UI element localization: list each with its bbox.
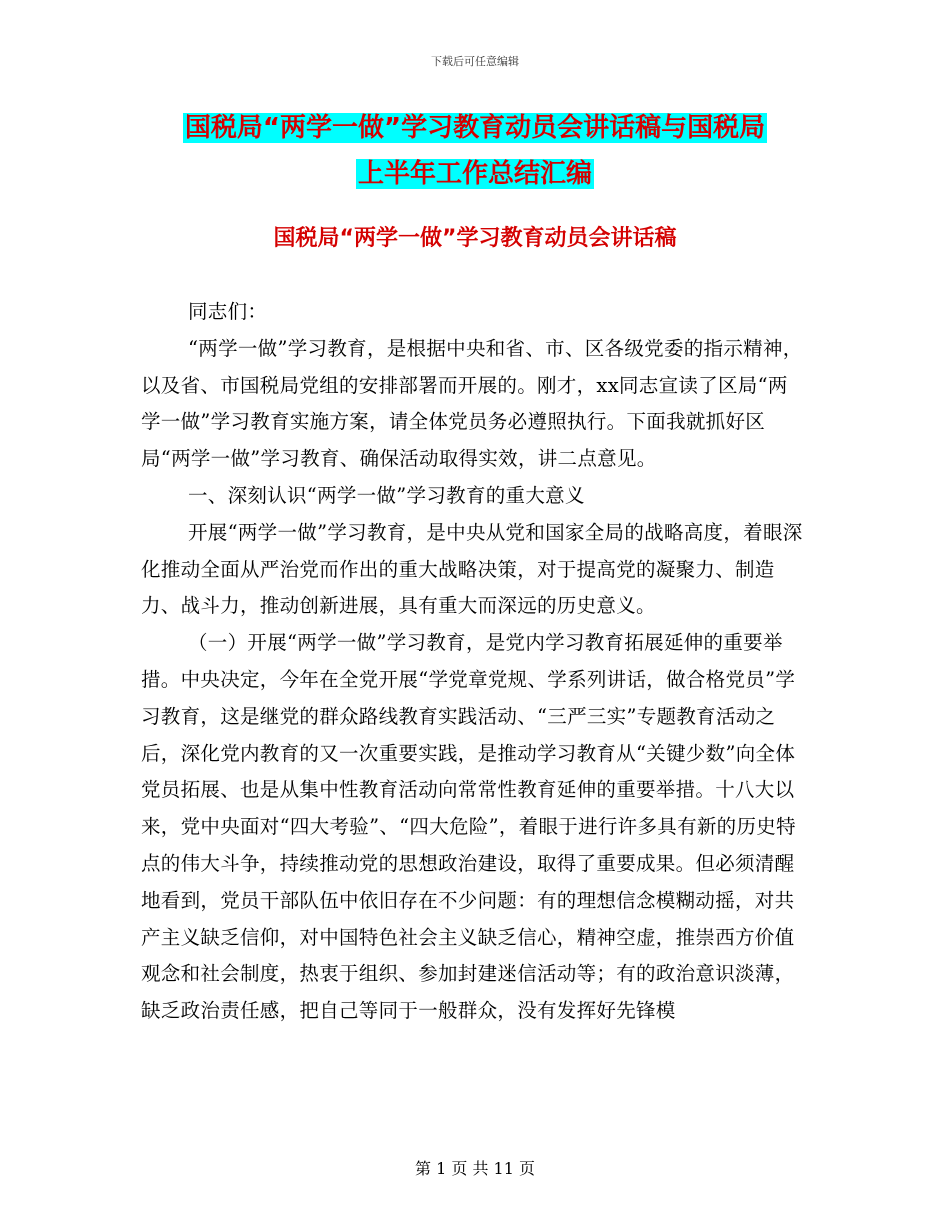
salutation: 同志们： [188,300,268,323]
section-subtitle: 国税局“两学一做”学习教育动员会讲话稿 [273,226,677,251]
header-note: 下载后可任意编辑 [431,55,519,68]
title-line-2-text: 上半年工作总结汇编 [357,159,592,189]
title-line-1-text: 国税局“两学一做”学习教育动员会讲话稿与国税局 [184,113,766,143]
paragraph-intro: “两学一做”学习教育，是根据中央和省、市、区各级党委的指示精神，以及省、市国税局党组的安排部署而开展的。刚才，xx同志宣读了区局“两学一做”学习教育实施方案，请全体党员务必遵照执行。下面我就抓好区局“两学一做”学习教育、确保活动取得实效，讲二点意见。 [141,336,803,471]
paragraph-significance: 开展“两学一做”学习教育，是中央从党和国家全局的战略高度，着眼深化推动全面从严治党而作出的重大战略决策，对于提高党的凝聚力、制造力、战斗力，推动创新进展，具有重大而深远的历史意义。 [141,520,803,618]
heading-section-1: 一、深刻认识“两学一做”学习教育的重大意义 [188,483,585,507]
document-title-line-2 [0,156,950,192]
document-title-line-1 [0,110,950,146]
page-footer: 第 1 页 共 11 页 [415,1159,535,1178]
paragraph-point-1: （一）开展“两学一做”学习教育，是党内学习教育拓展延伸的重要举措。中央决定，今年在全党开展“学党章党规、学系列讲话，做合格党员”学习教育，这是继党的群众路线教育实践活动、“三严三实”专题教育活动之后，深化党内教育的又一次重要实践，是推动学习教育从“关键少数”向全体党员拓展、也是从集中性教育活动向常常性教育延伸的重要举措。十八大以来，党中央面对“四大考验”、“四大危险”，着眼于进行许多具有新的历史特点的伟大斗争，持续推动党的思想政治建设，取得了重要成果。但必须清醒地看到，党员干部队伍中依旧存在不少问题：有的理想信念模糊动摇，对共产主义缺乏信仰，对中国特色社会主义缺乏信心，精神空虚，推崇西方价值观念和社会制度，热衷于组织、参加封建迷信活动等；有的政治意识淡薄，缺乏政治责任感，把自己等同于一般群众，没有发挥好先锋模 [141,631,796,1023]
document-body [141,294,806,1030]
